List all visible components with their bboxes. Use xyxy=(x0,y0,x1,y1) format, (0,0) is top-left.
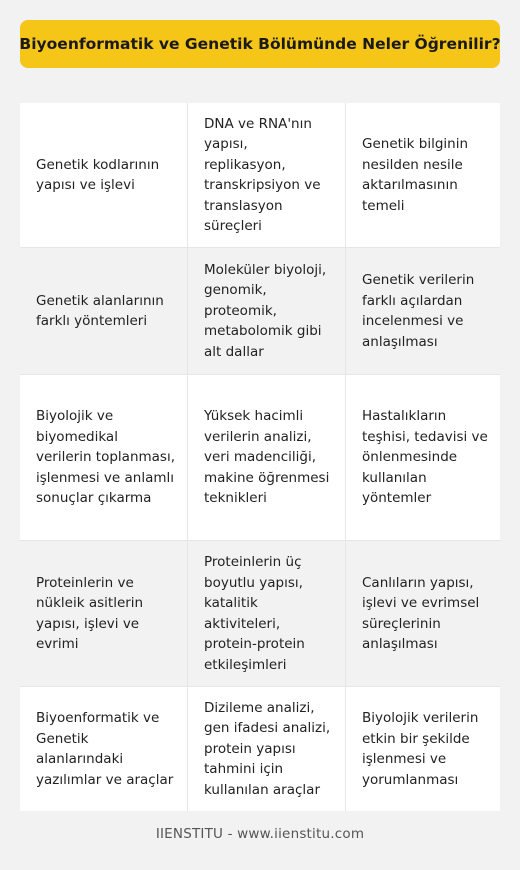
table-cell-topic: Proteinlerin ve nükleik asitlerin yapısı, işlevi ve evrimi xyxy=(36,574,144,652)
table-cell-details: Dizileme analizi, gen ifadesi analizi, protein yapısı tahmini için kullanılan araçlar xyxy=(187,687,345,811)
title-banner xyxy=(20,20,500,68)
table-cell-details: Yüksek hacimli verilerin analizi, veri madenciliği, makine öğrenmesi teknikleri xyxy=(187,375,345,540)
table-row xyxy=(20,103,500,248)
table-cell-purpose: Biyolojik verilerin etkin bir şekilde işlenmesi ve yorumlanması xyxy=(345,687,500,811)
table-row xyxy=(20,687,500,811)
table-cell-details: Proteinlerin üç boyutlu yapısı, katalitik aktiviteleri, protein-protein etkileşimleri xyxy=(187,541,345,686)
table-row xyxy=(20,248,500,375)
table-cell-purpose: Hastalıkların teşhisi, tedavisi ve önlenmesinde kullanılan yöntemler xyxy=(345,375,500,540)
table-cell-purpose: Genetik bilginin nesilden nesile aktarılmasının temeli xyxy=(345,103,500,247)
table-row xyxy=(20,375,500,541)
table-cell-details: DNA ve RNA'nın yapısı, replikasyon, transkripsiyon ve translasyon süreçleri xyxy=(187,103,345,247)
footer-credit: IIENSTITU - www.iienstitu.com xyxy=(155,826,365,842)
page-title: Biyoenformatik ve Genetik Bölümünde Neler Öğrenilir? xyxy=(19,35,501,53)
table-cell-topic: Genetik alanlarının farklı yöntemleri xyxy=(36,292,164,329)
table-row xyxy=(20,541,500,687)
table-cell-topic: Biyolojik ve biyomedikal verilerin toplanması, işlenmesi ve anlamlı sonuçlar çıkarma xyxy=(36,408,176,507)
table-cell-details: Moleküler biyoloji, genomik, proteomik, metabolomik gibi alt dallar xyxy=(187,248,345,374)
table-cell-purpose: Canlıların yapısı, işlevi ve evrimsel süreçlerinin anlaşılması xyxy=(345,541,500,686)
table-cell-purpose: Genetik verilerin farklı açılardan incelenmesi ve anlaşılması xyxy=(345,248,500,374)
table-cell-topic: Biyoenformatik ve Genetik alanlarındaki yazılımlar ve araçlar xyxy=(36,710,174,788)
content-table xyxy=(20,103,500,811)
table-cell-topic: Genetik kodlarının yapısı ve işlevi xyxy=(36,156,160,193)
